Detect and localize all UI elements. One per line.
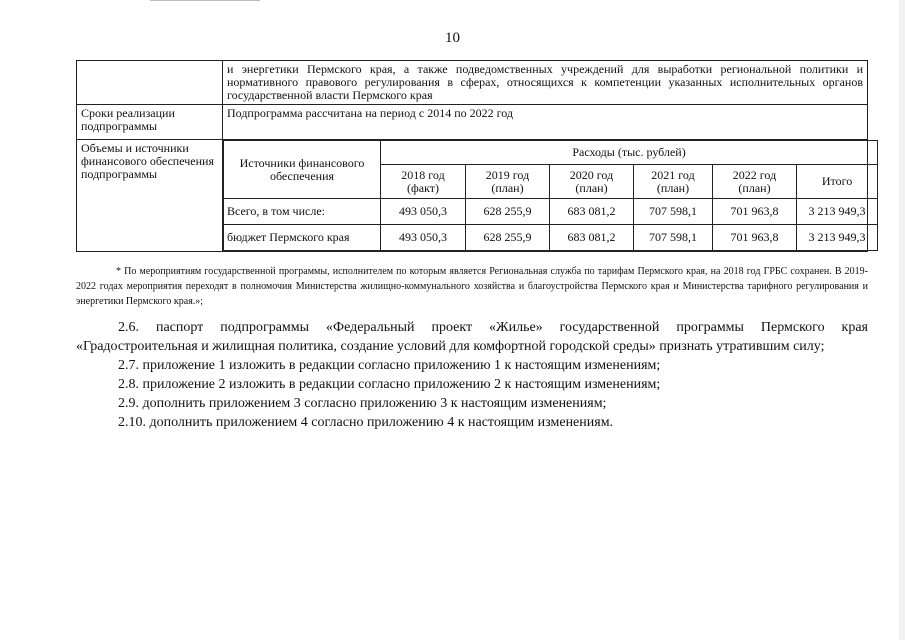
finance-cell-value: 3 213 949,3 (797, 225, 878, 251)
passport-value-period: Подпрограмма рассчитана на период с 2014 по 2022 год (223, 105, 868, 140)
finance-cell-value: 628 255,9 (466, 199, 550, 225)
finance-cell-value: 701 963,8 (713, 199, 797, 225)
finance-cell-value: 493 050,3 (381, 199, 466, 225)
finance-cell-value: 628 255,9 (466, 225, 550, 251)
finance-cell-value: 707 598,1 (634, 225, 713, 251)
paragraph-2-10: 2.10. дополнить приложением 4 согласно приложению 4 к настоящим изменениям. (118, 415, 614, 430)
passport-row-period (77, 105, 868, 140)
finance-col-header: 2020 год (план) (550, 165, 634, 199)
finance-cell-value: 707 598,1 (634, 199, 713, 225)
paragraph-2-8: 2.8. приложение 2 изложить в редакции согласно приложению 2 к настоящим изменениям; (118, 377, 661, 392)
passport-label-finance: Объемы и источники финансового обеспечения подпрограммы (77, 140, 223, 252)
paragraph-2-9: 2.9. дополнить приложением 3 согласно приложению 3 к настоящим изменениям; (118, 396, 607, 411)
scan-top-rule (150, 0, 260, 1)
finance-row-regional-budget (224, 225, 878, 251)
passport-row-purpose (77, 61, 868, 105)
paragraph-2-6: 2.6. паспорт подпрограммы «Федеральный проект «Жилье» государственной программы Пермского края «Градостроительная и жилищная политика, создание условий для комфортной городской среды» признать утратившим силу; (76, 320, 868, 354)
finance-col-header: 2019 год (план) (466, 165, 550, 199)
passport-value-purpose: и энергетики Пермского края, а также подведомственных учреждений для выработки региональной политики и нормативного правового регулирования в сферах, относящихся к компетенции указанных исполнительных органов государственной власти Пермского края (223, 61, 868, 105)
finance-source-header: Источники финансового обеспечения (224, 141, 381, 199)
passport-table (76, 60, 868, 252)
footnote-text: * По мероприятиям государственной программы, исполнителем по которым является Региональная служба по тарифам Пермского края, на 2018 год ГРБС сохранен. В 2019-2022 годах мероприятия переходят в полномочия Министерства жилищно-коммунального хозяйства и благоустройства Пермского края и Министерства тарифного регулирования и энергетики Пермского края.»; (76, 266, 868, 307)
finance-header-row-1 (224, 141, 878, 165)
passport-row-finance (77, 140, 868, 252)
finance-col-header: Итого (797, 165, 878, 199)
finance-col-header: 2021 год (план) (634, 165, 713, 199)
finance-cell-value: 3 213 949,3 (797, 199, 878, 225)
finance-row-total (224, 199, 878, 225)
amendments-text (76, 318, 868, 432)
finance-table (223, 140, 878, 251)
scan-edge-shadow (899, 0, 905, 640)
paragraph-2-7: 2.7. приложение 1 изложить в редакции согласно приложению 1 к настоящим изменениям; (118, 358, 661, 373)
finance-row-label: бюджет Пермского края (224, 225, 381, 251)
finance-cell-value: 683 081,2 (550, 199, 634, 225)
passport-label-empty (77, 61, 223, 105)
finance-cell (223, 140, 868, 252)
finance-cell-value: 683 081,2 (550, 225, 634, 251)
finance-row-label: Всего, в том числе: (224, 199, 381, 225)
passport-label-period: Сроки реализации подпрограммы (77, 105, 223, 140)
finance-col-header: 2022 год (план) (713, 165, 797, 199)
finance-col-header: 2018 год (факт) (381, 165, 466, 199)
page-number: 10 (445, 30, 460, 46)
finance-cell-value: 701 963,8 (713, 225, 797, 251)
footnote (76, 264, 868, 309)
finance-expenses-header: Расходы (тыс. рублей) (381, 141, 878, 165)
finance-cell-value: 493 050,3 (381, 225, 466, 251)
